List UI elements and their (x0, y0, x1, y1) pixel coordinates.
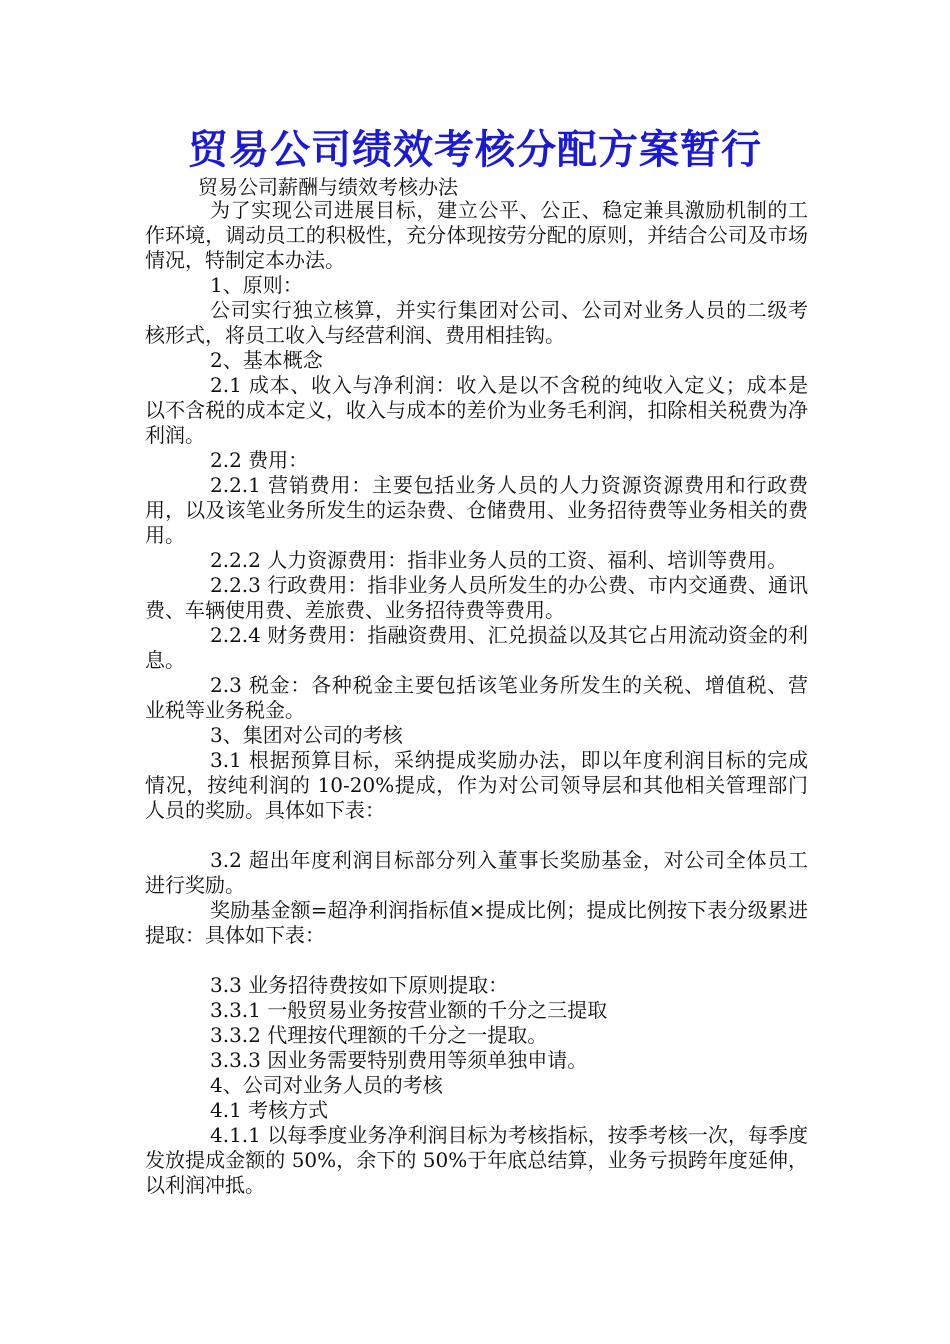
paragraph-2-3: 2.3 税金：各种税金主要包括该笔业务所发生的关税、增值税、营业税等业务税金。 (145, 673, 808, 722)
paragraph-3-3-3: 3.3.3 因业务需要特别费用等须单独申请。 (210, 1048, 588, 1072)
paragraph-2-2-4: 2.2.4 财务费用：指融资费用、汇兑损益以及其它占用流动资金的利息。 (145, 623, 808, 672)
paragraph-4-1-1: 4.1.1 以每季度业务净利润目标为考核指标，按季考核一次，每季度发放提成金额的 50%，余下的 50%于年底总结算，业务亏损跨年度延伸，以利润冲抵。 (145, 1123, 808, 1197)
paragraph-3-1: 3.1 根据预算目标，采纳提成奖励办法，即以年度利润目标的完成情况，按纯利润的 10-20%提成，作为对公司领导层和其他相关管理部门人员的奖励。具体如下表： (145, 748, 808, 822)
document-body (145, 198, 808, 1198)
paragraph-3-2: 3.2 超出年度利润目标部分列入董事长奖励基金，对公司全体员工进行奖励。 (145, 848, 808, 897)
paragraph-intro: 为了实现公司进展目标，建立公平、公正、稳定兼具激励机制的工作环境，调动员工的积极性，充分体现按劳分配的原则，并结合公司及市场情况，特制定本办法。 (145, 198, 808, 272)
heading-2-2: 2.2 费用： (210, 448, 309, 472)
paragraph-principle: 公司实行独立核算，并实行集团对公司、公司对业务人员的二级考核形式，将员工收入与经营利润、费用相挂钩。 (145, 298, 808, 347)
paragraph-3-3-1: 3.3.1 一般贸易业务按营业额的千分之三提取 (210, 998, 608, 1022)
document-title: 贸易公司绩效考核分配方案暂行 (188, 126, 762, 173)
heading-4-1: 4.1 考核方式 (210, 1098, 329, 1122)
document-subtitle: 贸易公司薪酬与绩效考核办法 (198, 175, 458, 199)
paragraph-2-2-3: 2.2.3 行政费用：指非业务人员所发生的办公费、市内交通费、通讯费、车辆使用费、差旅费、业务招待费等费用。 (145, 573, 808, 622)
paragraph-bonus-formula: 奖励基金额=超净利润指标值×提成比例；提成比例按下表分级累进提取：具体如下表： (145, 898, 808, 947)
heading-basic-concepts: 2、基本概念 (210, 348, 323, 372)
paragraph-3-3: 3.3 业务招待费按如下原则提取： (210, 973, 509, 997)
paragraph-2-2-1: 2.2.1 营销费用：主要包括业务人员的人力资源资源费用和行政费用，以及该笔业务所发生的运杂费、仓储费用、业务招待费等业务相关的费用。 (145, 473, 808, 547)
blank-line (145, 948, 808, 973)
paragraph-3-3-2: 3.3.2 代理按代理额的千分之一提取。 (210, 1023, 548, 1047)
heading-principle: 1、原则： (210, 273, 303, 297)
heading-staff-assessment: 4、公司对业务人员的考核 (210, 1073, 443, 1097)
paragraph-2-2-2: 2.2.2 人力资源费用：指非业务人员的工资、福利、培训等费用。 (210, 548, 788, 572)
heading-group-assessment: 3、集团对公司的考核 (210, 723, 403, 747)
blank-line (145, 823, 808, 848)
paragraph-2-1: 2.1 成本、收入与净利润：收入是以不含税的纯收入定义；成本是以不含税的成本定义，收入与成本的差价为业务毛利润，扣除相关税费为净利润。 (145, 373, 808, 447)
